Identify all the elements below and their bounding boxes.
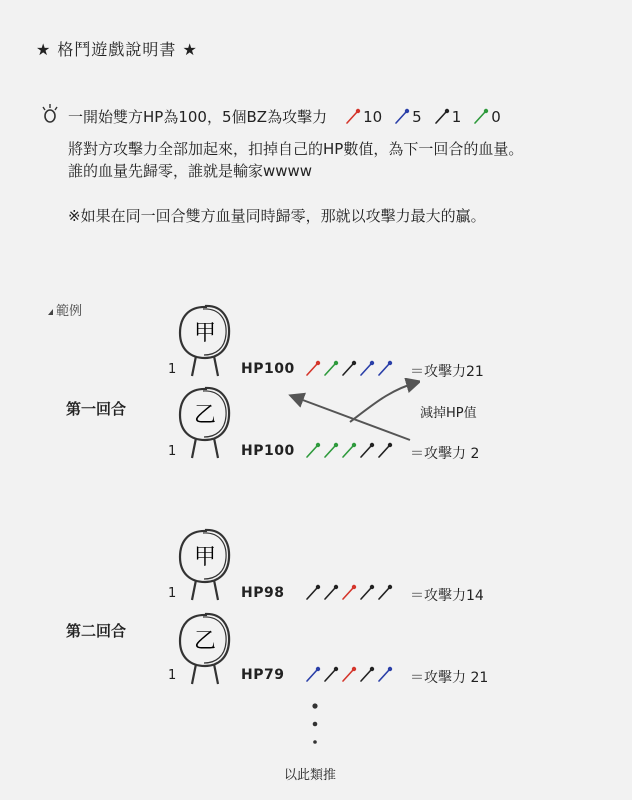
pin-icon bbox=[434, 107, 450, 125]
face-char: 甲 bbox=[193, 545, 217, 570]
intro-rules bbox=[68, 138, 523, 182]
attack-pins bbox=[305, 582, 405, 602]
player-number: 1 bbox=[168, 586, 177, 601]
attack-pin bbox=[379, 361, 392, 375]
example-label bbox=[48, 300, 82, 319]
attack-pin bbox=[325, 667, 338, 681]
pin-icon bbox=[394, 107, 410, 125]
attack-pin bbox=[307, 667, 320, 681]
attack-pin bbox=[379, 667, 392, 681]
attack-pin bbox=[307, 361, 320, 375]
attack-pins bbox=[305, 358, 405, 378]
page-title: ★ 格鬥遊戲說明書 ★ bbox=[36, 40, 198, 59]
player-jia-face-icon bbox=[170, 300, 240, 380]
round-2-label: 第二回合 bbox=[66, 622, 127, 640]
intro-line-1-text: 一開始雙方HP為100，5個BZ為攻擊力 bbox=[68, 108, 328, 126]
player-yi-face-icon bbox=[170, 382, 240, 462]
pin-value: 0 bbox=[491, 108, 501, 126]
player-number: 1 bbox=[168, 362, 177, 377]
face-char: 乙 bbox=[193, 403, 217, 428]
attack-pin bbox=[379, 585, 392, 599]
pin-value: 1 bbox=[451, 108, 462, 126]
lightbulb-icon bbox=[40, 102, 60, 126]
cross-arrows bbox=[280, 378, 420, 448]
attack-pin bbox=[343, 361, 356, 375]
face-char: 乙 bbox=[193, 629, 217, 654]
pin-legend-item bbox=[422, 108, 462, 126]
pin-value: 10 bbox=[363, 108, 383, 126]
hp-value: HP100 bbox=[241, 443, 295, 459]
triangle-icon bbox=[48, 309, 53, 315]
intro-line-3: 誰的血量先歸零，誰就是輸家wwww bbox=[68, 162, 313, 180]
attack-pin bbox=[361, 585, 374, 599]
attack-pin bbox=[343, 585, 356, 599]
player-jia-face-icon bbox=[170, 524, 240, 604]
attack-pin bbox=[361, 667, 374, 681]
round-1-label: 第一回合 bbox=[66, 400, 127, 418]
attack-total: ＝攻擊力 2 bbox=[410, 446, 480, 462]
hp-value: HP79 bbox=[241, 667, 285, 683]
pin-legend-item bbox=[327, 108, 382, 126]
attack-pin bbox=[325, 585, 338, 599]
arrow-label: 減掉HP值 bbox=[420, 406, 477, 421]
pin-value-legend bbox=[327, 108, 501, 126]
face-char: 甲 bbox=[193, 321, 217, 346]
attack-pin bbox=[343, 667, 356, 681]
attack-total: ＝攻擊力14 bbox=[410, 588, 484, 604]
ellipsis-dots-icon bbox=[310, 700, 320, 750]
hp-value: HP100 bbox=[241, 361, 295, 377]
player-number: 1 bbox=[168, 668, 177, 683]
intro-line-1 bbox=[68, 106, 501, 127]
player-number: 1 bbox=[168, 444, 177, 459]
attack-pin bbox=[325, 361, 338, 375]
pin-value: 5 bbox=[412, 108, 422, 126]
attack-pins bbox=[305, 664, 405, 684]
pin-icon bbox=[473, 107, 489, 125]
attack-total: ＝攻擊力 21 bbox=[410, 670, 489, 686]
pin-legend-item bbox=[382, 108, 422, 126]
pin-legend-item bbox=[461, 108, 501, 126]
attack-pin bbox=[361, 361, 374, 375]
attack-pin bbox=[307, 585, 320, 599]
hp-value: HP98 bbox=[241, 585, 285, 601]
pin-icon bbox=[345, 107, 361, 125]
attack-total: ＝攻擊力21 bbox=[410, 364, 484, 380]
intro-note: ※如果在同一回合雙方血量同時歸零，那就以攻擊力最大的贏。 bbox=[68, 207, 486, 225]
player-yi-face-icon bbox=[170, 608, 240, 688]
intro-line-2: 將對方攻擊力全部加起來，扣掉自己的HP數值，為下一回合的血量。 bbox=[68, 140, 524, 158]
example-label-text: 範例 bbox=[56, 304, 83, 319]
footer-text: 以此類推 bbox=[284, 768, 337, 783]
